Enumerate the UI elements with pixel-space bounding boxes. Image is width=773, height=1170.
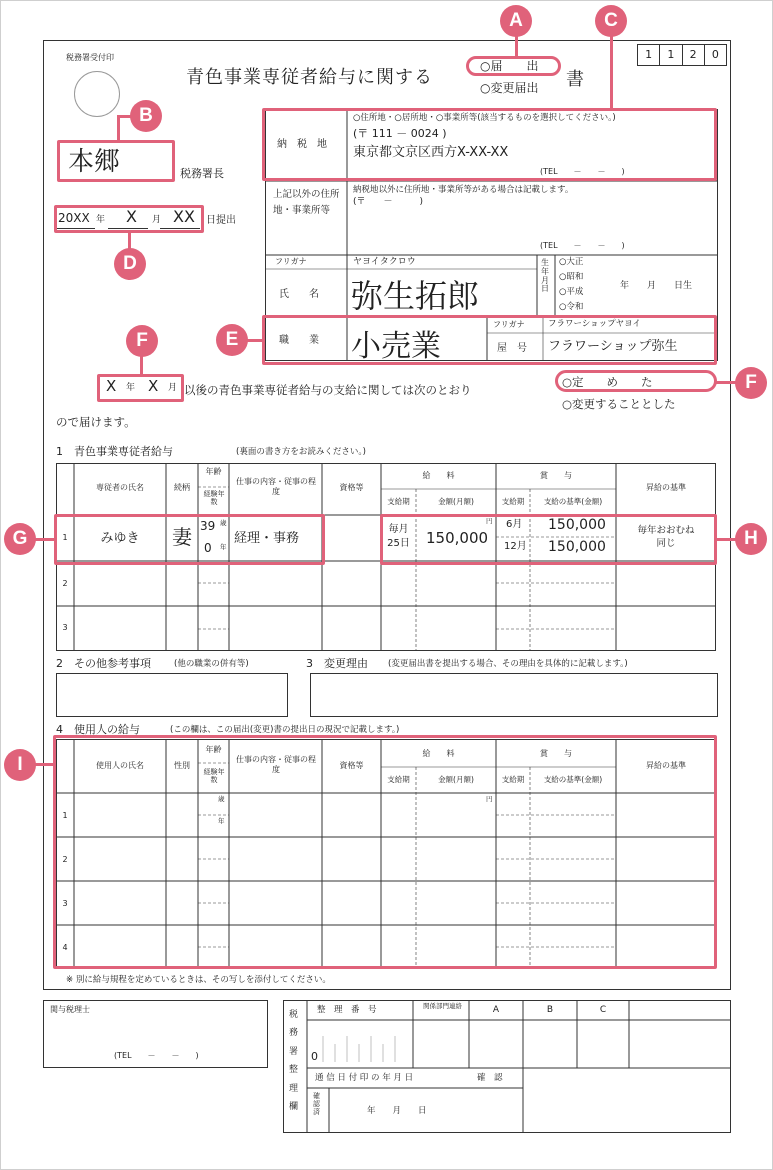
statement-year[interactable]: X bbox=[106, 377, 117, 395]
col-years: 経験年数 bbox=[203, 768, 225, 784]
highlight-g bbox=[54, 514, 325, 565]
col-age: 年齢 bbox=[205, 745, 222, 754]
col-raise: 昇給の基準 bbox=[646, 761, 686, 770]
yen-unit: 円 bbox=[486, 517, 493, 525]
col-qual: 資格等 bbox=[339, 761, 364, 770]
tax-accountant-label: 関与税理士 bbox=[50, 1005, 90, 1014]
form-number-digit: 1 bbox=[660, 45, 682, 65]
highlight-f2 bbox=[555, 370, 717, 392]
statement-month[interactable]: X bbox=[148, 377, 159, 395]
col-amount: 金額(月額) bbox=[438, 775, 474, 784]
section3-title: 3 変更理由 bbox=[306, 657, 368, 670]
raise-line: 同じ bbox=[656, 537, 676, 549]
form-number-digit: 2 bbox=[683, 45, 705, 65]
tax-office-name[interactable]: 本郷 bbox=[68, 147, 121, 177]
badge-h: H bbox=[735, 523, 767, 555]
birth-label: 生年月日 bbox=[541, 258, 549, 294]
col-bonus: 賞 与 bbox=[540, 749, 572, 758]
row-number: 3 bbox=[62, 899, 68, 908]
connector-c bbox=[610, 33, 613, 109]
shop-label: 屋 号 bbox=[497, 343, 527, 354]
confirm-label: 確 認 bbox=[477, 1073, 503, 1083]
job-value[interactable]: 小売業 bbox=[351, 329, 441, 364]
office-date: 年 月 日 bbox=[367, 1106, 427, 1116]
date-day[interactable]: XX bbox=[173, 207, 195, 226]
era-option[interactable]: ○昭和 bbox=[559, 272, 584, 282]
col-bonus-day: 支給期 bbox=[501, 497, 525, 506]
badge-c: C bbox=[595, 5, 627, 37]
other-address-label: 上記以外の住所地・事業所等 bbox=[273, 189, 340, 217]
connector-h bbox=[716, 538, 736, 541]
dept-label: 関係部門連絡 bbox=[423, 1002, 462, 1010]
employee-age[interactable]: 39 bbox=[200, 519, 216, 533]
section2-box[interactable] bbox=[56, 673, 288, 717]
postal-code[interactable]: (〒 111 － 0024 ) bbox=[353, 127, 447, 140]
employee-age-unit: 歳 bbox=[220, 519, 227, 527]
col-sex: 性別 bbox=[174, 761, 190, 770]
bonus2-month[interactable]: 12月 bbox=[504, 541, 527, 552]
address-tel[interactable]: (TEL － － ) bbox=[540, 167, 625, 176]
employee-work[interactable]: 経理・事務 bbox=[234, 531, 300, 546]
row-number: 4 bbox=[62, 943, 68, 952]
date-month[interactable]: X bbox=[126, 207, 137, 226]
name-label: 氏 名 bbox=[279, 289, 319, 300]
row-number: 3 bbox=[62, 623, 68, 632]
bonus1-month[interactable]: 6月 bbox=[506, 519, 523, 530]
employee-years[interactable]: 0 bbox=[204, 541, 212, 555]
ref-number-zero: 0 bbox=[311, 1050, 318, 1063]
stamp-circle bbox=[74, 71, 120, 117]
highlight-h bbox=[380, 514, 717, 565]
employee-amount[interactable]: 150,000 bbox=[426, 529, 489, 547]
stamp-label: 税務署受付印 bbox=[66, 53, 114, 62]
col-relation: 続柄 bbox=[174, 483, 190, 492]
col-bonus: 賞 与 bbox=[540, 471, 572, 480]
yen-unit: 円 bbox=[486, 795, 493, 803]
era-option[interactable]: ○平成 bbox=[559, 287, 584, 297]
row-number: 1 bbox=[62, 811, 68, 820]
statement-year-unit: 年 bbox=[126, 383, 136, 393]
address-label: 納 税 地 bbox=[277, 139, 327, 150]
highlight-e bbox=[262, 315, 717, 365]
col-name: 専従者の氏名 bbox=[96, 483, 144, 492]
statement-text: 以後の青色事業専従者給与の支給に関しては次のとおり bbox=[184, 383, 472, 397]
job-label: 職 業 bbox=[279, 335, 319, 346]
row-number: 1 bbox=[62, 533, 68, 542]
statement-month-unit: 月 bbox=[168, 383, 178, 393]
form-number-digit: 0 bbox=[711, 48, 719, 61]
section3-box[interactable] bbox=[310, 673, 718, 717]
other-address-note: 納税地以外に住所地・事業所等がある場合は記載します。 bbox=[353, 185, 574, 195]
highlight-b bbox=[57, 140, 175, 182]
age-unit: 歳 bbox=[218, 795, 225, 803]
badge-g: G bbox=[4, 523, 36, 555]
raise-line: 毎年おおむね bbox=[637, 525, 695, 536]
other-postal[interactable]: (〒 － ) bbox=[353, 197, 424, 207]
tax-accountant-tel[interactable]: (TEL － － ) bbox=[114, 1051, 199, 1060]
col-salary: 給 料 bbox=[422, 749, 455, 758]
col-salary: 給 料 bbox=[422, 471, 455, 480]
highlight-f1 bbox=[97, 374, 184, 402]
tax-accountant-box[interactable] bbox=[43, 1000, 268, 1068]
form-number bbox=[637, 44, 727, 66]
connector-g bbox=[34, 538, 55, 541]
office-side-label: 税務署整理欄 bbox=[289, 1010, 299, 1113]
form-number-digit: 1 bbox=[638, 45, 660, 65]
statement-text-end: ので届けます。 bbox=[56, 415, 136, 429]
era-option[interactable]: ○令和 bbox=[559, 302, 584, 312]
bonus1-amount[interactable]: 150,000 bbox=[548, 517, 606, 533]
col-work: 仕事の内容・従事の程度 bbox=[236, 755, 316, 775]
col-c: C bbox=[599, 1005, 607, 1015]
col-qual: 資格等 bbox=[339, 483, 364, 492]
col-name: 使用人の氏名 bbox=[96, 761, 144, 770]
col-bonus-basis: 支給の基準(金額) bbox=[543, 497, 603, 506]
section4-note: (この欄は、この届出(変更)書の提出日の現況で記載します。) bbox=[170, 725, 400, 735]
option-submit[interactable]: ○届 出 bbox=[480, 59, 539, 73]
shop-furigana-value[interactable]: フラワーショップヤヨイ bbox=[548, 319, 641, 329]
badge-e: E bbox=[216, 324, 248, 356]
furigana-label: フリガナ bbox=[275, 257, 307, 266]
years-unit: 年 bbox=[218, 817, 225, 825]
date-year-underline bbox=[57, 228, 95, 229]
section2-note: (他の職業の併有等) bbox=[174, 659, 249, 669]
title-suffix: 書 bbox=[566, 69, 584, 90]
name-value[interactable]: 弥生拓郎 bbox=[351, 277, 480, 315]
section1-note: (裏面の書き方をお読みください。) bbox=[236, 447, 366, 457]
col-pay-day: 支給期 bbox=[387, 497, 410, 506]
badge-i: I bbox=[4, 749, 36, 781]
employee-years-unit: 年 bbox=[220, 543, 227, 551]
date-day-unit: 日提出 bbox=[206, 215, 236, 226]
row-number: 2 bbox=[62, 855, 68, 864]
col-raise: 昇給の基準 bbox=[646, 483, 686, 492]
option-fixed[interactable]: ○定 め た bbox=[562, 375, 653, 389]
section4-title: 4 使用人の給与 bbox=[56, 723, 140, 736]
row-number: 2 bbox=[62, 579, 68, 588]
employee-name[interactable]: みゆき bbox=[100, 531, 140, 546]
highlight-a bbox=[466, 56, 561, 76]
col-bonus-basis: 支給の基準(金額) bbox=[543, 775, 603, 784]
birth-date[interactable]: 年 月 日生 bbox=[620, 281, 693, 291]
era-options[interactable] bbox=[559, 255, 583, 315]
tax-office-suffix: 税務署長 bbox=[180, 167, 224, 180]
badge-a: A bbox=[500, 5, 532, 37]
pay-day-line: 25日 bbox=[387, 537, 410, 549]
date-month-unit: 月 bbox=[152, 215, 162, 225]
ref-number-label: 整 理 番 号 bbox=[317, 1005, 377, 1015]
col-age: 年齢 bbox=[205, 467, 222, 476]
highlight-i bbox=[53, 735, 717, 969]
office-use-box bbox=[283, 1000, 731, 1133]
pay-day-line: 毎月 bbox=[388, 524, 409, 535]
col-amount: 金額(月額) bbox=[438, 497, 474, 506]
footnote: ※ 別に給与規程を定めているときは、その写しを添付してください。 bbox=[66, 975, 331, 985]
highlight-c bbox=[262, 108, 717, 181]
date-month-underline bbox=[108, 228, 148, 229]
office-grid bbox=[283, 1000, 731, 1133]
section1-title: 1 青色事業専従者給与 bbox=[56, 445, 173, 458]
badge-d: D bbox=[114, 248, 146, 280]
col-b: B bbox=[546, 1005, 554, 1015]
badge-f2: F bbox=[735, 367, 767, 399]
bonus2-amount[interactable]: 150,000 bbox=[548, 539, 606, 555]
date-stamp-label: 通 信 日 付 印 の 年 月 日 bbox=[315, 1073, 414, 1083]
era-option[interactable]: ○大正 bbox=[559, 257, 584, 267]
connector-i bbox=[34, 763, 55, 766]
address-value[interactable]: 東京都文京区西方X-XX-XX bbox=[353, 145, 509, 160]
connector-b-v bbox=[117, 115, 120, 142]
col-bonus-day: 支給期 bbox=[501, 775, 525, 784]
badge-b: B bbox=[130, 100, 162, 132]
badge-f1: F bbox=[126, 325, 158, 357]
col-pay-day: 支給期 bbox=[387, 775, 410, 784]
section3-note: (変更届出書を提出する場合、その理由を具体的に記載します。) bbox=[388, 659, 628, 669]
connector-e bbox=[246, 339, 264, 342]
shop-furigana-label: フリガナ bbox=[493, 320, 525, 329]
date-year[interactable]: 20XX bbox=[58, 211, 90, 225]
col-a: A bbox=[492, 1005, 500, 1015]
section2-title: 2 その他参考事項 bbox=[56, 657, 151, 670]
other-tel[interactable]: (TEL － － ) bbox=[540, 241, 625, 250]
checked-label: 確認済 bbox=[313, 1092, 320, 1117]
option-change-submit[interactable]: ○変更届出 bbox=[480, 81, 539, 95]
shop-value[interactable]: フラワーショップ弥生 bbox=[548, 339, 678, 354]
col-work: 仕事の内容・従事の程度 bbox=[236, 477, 316, 497]
address-options[interactable]: ○住所地・○居所地・○事業所等(該当するものを選択してください。) bbox=[353, 113, 616, 123]
option-changed[interactable]: ○変更することとした bbox=[562, 397, 676, 411]
furigana-value[interactable]: ヤヨイタクロウ bbox=[353, 257, 416, 267]
form-title: 青色事業専従者給与に関する bbox=[186, 67, 433, 88]
connector-f2 bbox=[716, 381, 736, 384]
col-years: 経験年数 bbox=[203, 490, 225, 506]
connector-f1 bbox=[140, 355, 143, 375]
employee-relation[interactable]: 妻 bbox=[172, 525, 192, 549]
date-year-unit: 年 bbox=[96, 215, 106, 225]
date-day-underline bbox=[160, 228, 200, 229]
